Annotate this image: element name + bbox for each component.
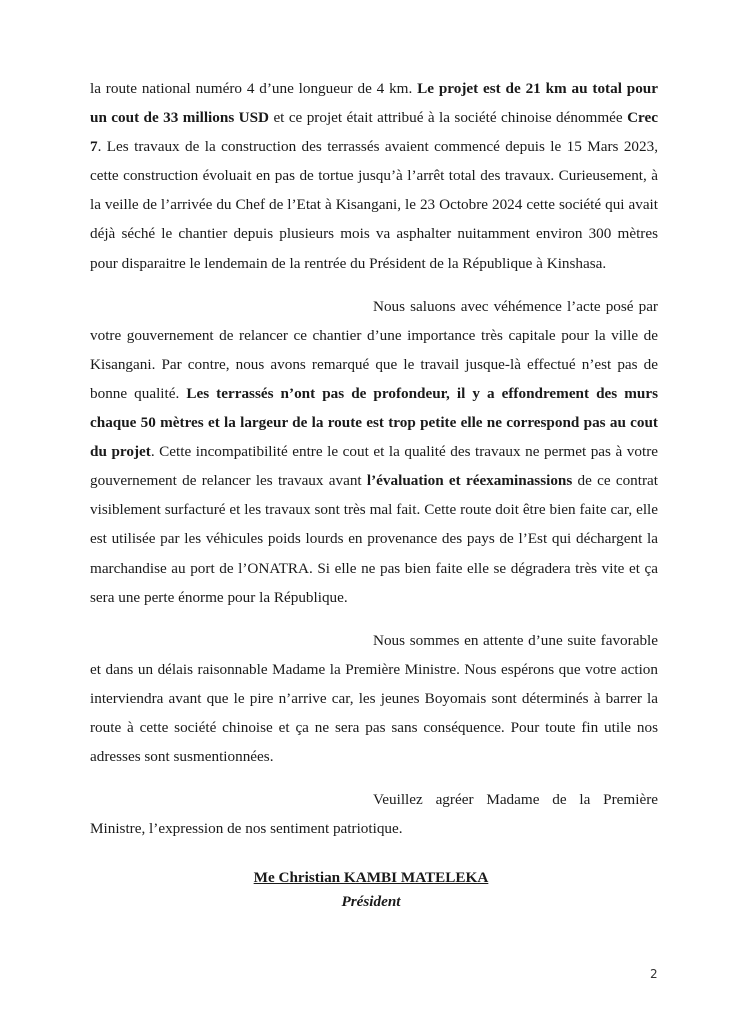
- signatory-title: Président: [341, 893, 401, 910]
- bold-segment-company-name: Crec 7: [90, 109, 658, 156]
- text-segment: de ce contrat visiblement surfacturé et les travaux sont très mal fait. Cette route doit être bien faite car, elle est utilisée par les véhicules poids lourds en provenance des pays de l’Est qui déchargent la marchandise au port de l’ONATRA. Si elle ne pas bien faite elle se dégradera très vite et ça sera une perte énorme pour la République.: [90, 472, 659, 606]
- bold-segment-defects: Les terrassés n’ont pas de profondeur, il y a effondrement des murs chaque 50 mètres et la largeur de la route est trop petite elle ne correspond pas au cout du projet: [90, 384, 659, 461]
- text-segment: . Cette incompatibilité entre le cout et la qualité des travaux ne permet pas à votre gouvernement de relancer les travaux avant: [90, 443, 658, 490]
- paragraph-project-details: [90, 74, 658, 278]
- paragraph-closing: [90, 785, 658, 843]
- text-segment: Nous saluons avec véhémence l’acte posé par votre gouvernement de relancer ce chantier d’une importance très capitale pour la ville de Kisangani. Par contre, nous avons remarqué que le travail jusque-là effectué n’est pas de bonne qualité.: [90, 297, 658, 402]
- signatory-name: Me Christian KAMBI MATELEKA: [253, 869, 489, 886]
- text-segment: et ce projet était attribué à la société chinoise dénommée: [269, 109, 628, 127]
- bold-segment-evaluation: l’évaluation et réexaminassions: [366, 472, 573, 490]
- text-segment: Nous sommes en attente d’une suite favorable et dans un délais raisonnable Madame la Première Ministre. Nous espérons que votre action interviendra avant que le pire n’arrive car, les jeunes Boyomais sont déterminés à barrer la route à cette société chinoise et ça ne sera pas sans conséquence. Pour toute fin utile nos adresses sont susmentionnées.: [90, 631, 658, 766]
- text-segment: . Les travaux de la construction des terrassés avaient commencé depuis le 15 Mars 2023, cette construction évoluait en pas de tortue jusqu’à l’arrêt total des travaux. Curieusement, à la veille de l’arrivée du Chef de l’Etat à Kisangani, le 23 Octobre 2024 cette société qui avait déjà séché le chantier depuis plusieurs mois va asphalter nuitamment environ 300 mètres pour disparaitre le lendemain de la rentrée du Président de la République à Kinshasa.: [90, 138, 658, 272]
- text-segment: Veuillez agréer Madame de la Première Ministre, l’expression de nos sentiment patriotique.: [90, 791, 658, 838]
- signature-block: [0, 866, 748, 914]
- letter-body: [90, 74, 658, 843]
- paragraph-awaiting-response: [90, 626, 658, 771]
- page-number: 2: [650, 967, 658, 981]
- bold-segment-project-cost: Le projet est de 21 km au total pour un cout de 33 millions USD: [90, 80, 658, 127]
- paragraph-quality-concerns: [90, 292, 658, 612]
- text-segment: la route national numéro 4 d’une longueur de 4 km.: [90, 80, 418, 97]
